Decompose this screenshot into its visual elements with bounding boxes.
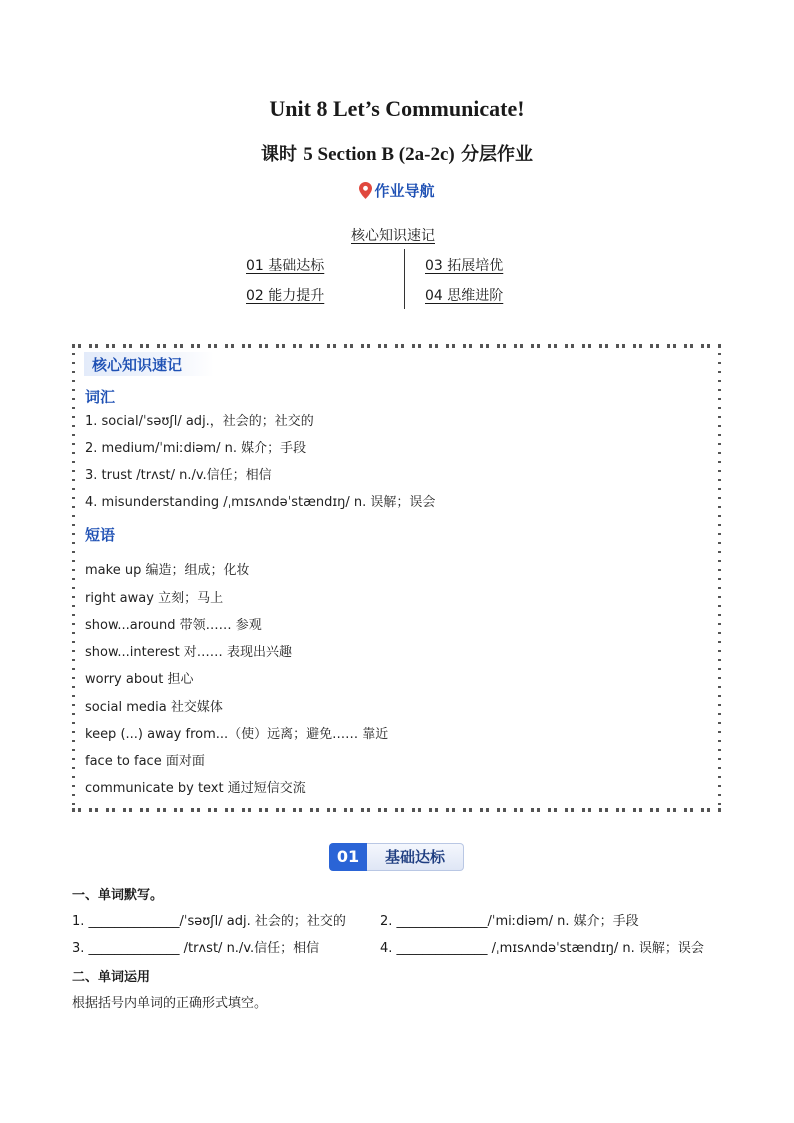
section-01-label: 基础达标	[367, 843, 464, 871]
nav-link-knowledge[interactable]: 核心知识速记	[351, 228, 435, 244]
nav-link-01[interactable]: 01 基础达标	[246, 258, 325, 274]
location-pin-icon	[359, 182, 372, 203]
part2-instruction: 根据括号内单词的正确形式填空。	[72, 996, 268, 1011]
vocab-item: 3. trust /trʌst/ n./v.信任；相信	[85, 468, 272, 483]
phrase-item: make up 编造；组成；化妆	[85, 563, 250, 578]
subtitle-en: 5 Section B (2a-2c)	[303, 144, 455, 165]
document-title: Unit 8 Let’s Communicate!	[269, 96, 525, 121]
vocab-item: 1. social/ˈsəʊʃl/ adj.，社会的；社交的	[85, 414, 314, 429]
dictation-item: 2. ______________/ˈmiːdiəm/ n. 媒介；手段	[380, 914, 639, 929]
phrase-item: face to face 面对面	[85, 754, 205, 769]
knowledge-box-title: 核心知识速记	[84, 352, 214, 376]
phrase-item: show...around 带领…… 参观	[85, 618, 262, 633]
nav-heading-label: 作业导航	[374, 182, 435, 200]
section-01-badge	[329, 843, 465, 871]
dictation-item: 4. ______________ /ˌmɪsʌndəˈstændɪŋ/ n. 误解；误会	[380, 941, 704, 956]
part1-title: 一、单词默写。	[72, 888, 164, 903]
subtitle-cn-prefix: 课时	[260, 144, 297, 165]
nav-link-02[interactable]: 02 能力提升	[246, 288, 325, 304]
vocab-item: 2. medium/ˈmiːdiəm/ n. 媒介；手段	[85, 441, 307, 456]
phrase-item: social media 社交媒体	[85, 700, 223, 715]
document-subtitle	[0, 140, 794, 166]
phrase-item: show...interest 对…… 表现出兴趣	[85, 645, 292, 660]
dictation-item: 3. ______________ /trʌst/ n./v.信任；相信	[72, 941, 320, 956]
vocab-label: 词汇	[85, 388, 116, 406]
phrase-label: 短语	[85, 526, 116, 544]
phrase-item: right away 立刻；马上	[85, 591, 224, 606]
nav-link-04[interactable]: 04 思维进阶	[425, 288, 504, 304]
phrase-item: communicate by text 通过短信交流	[85, 781, 306, 796]
part2-title: 二、单词运用	[72, 970, 151, 985]
phrase-item: worry about 担心	[85, 672, 194, 687]
nav-link-03[interactable]: 03 拓展培优	[425, 258, 504, 274]
subtitle-cn-suffix: 分层作业	[461, 144, 533, 165]
section-01-number: 01	[329, 843, 367, 871]
dictation-item: 1. ______________/ˈsəʊʃl/ adj. 社会的；社交的	[72, 914, 346, 929]
vocab-item: 4. misunderstanding /ˌmɪsʌndəˈstændɪŋ/ n. 误解；误会	[85, 495, 436, 510]
phrase-item: keep (...) away from...（使）远离；避免…… 靠近	[85, 727, 389, 742]
nav-heading	[0, 180, 794, 203]
nav-divider	[404, 249, 405, 309]
